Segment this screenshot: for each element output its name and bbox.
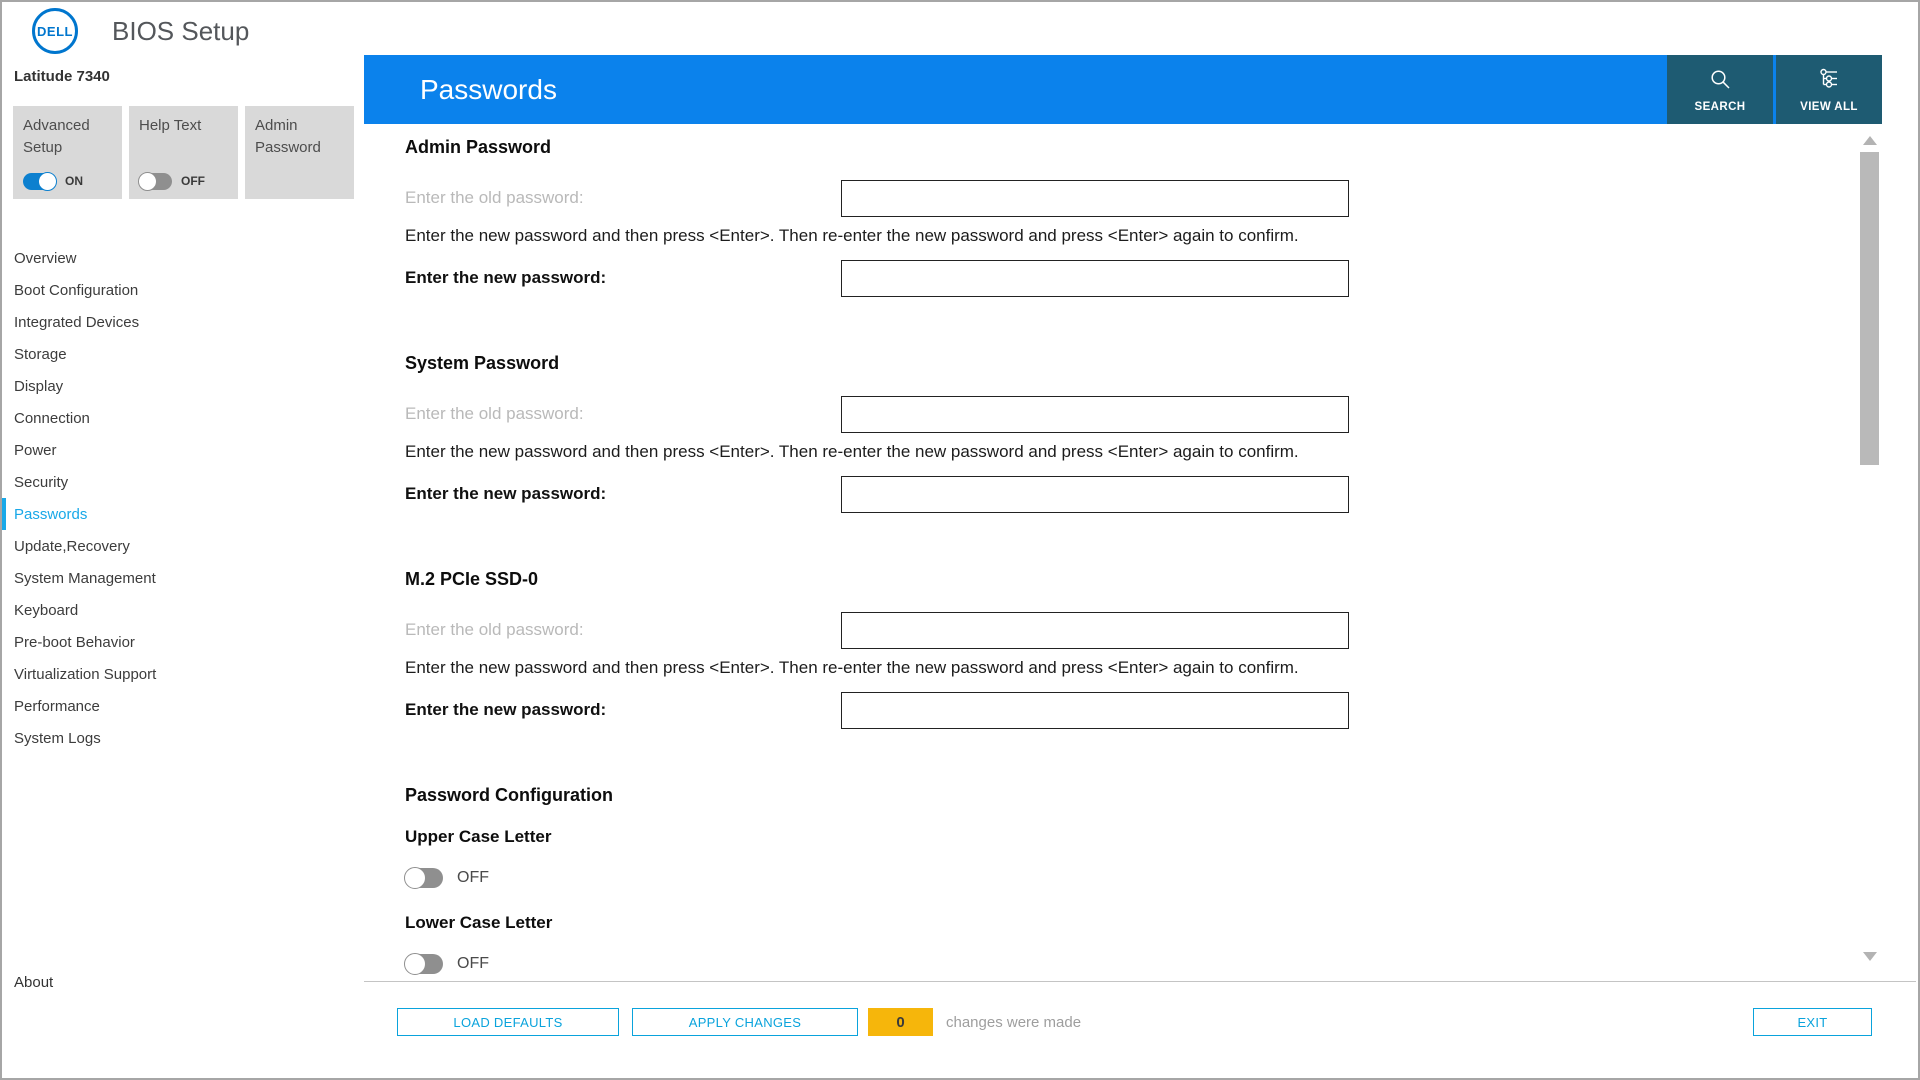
load-defaults-button[interactable]: LOAD DEFAULTS (397, 1008, 619, 1036)
sidebar-menu (2, 242, 362, 754)
sidebar-item-connection[interactable] (2, 402, 362, 434)
toggle-knob (404, 867, 426, 889)
sidebar-item-label: Security (14, 473, 69, 491)
scroll-down-arrow-icon[interactable] (1863, 952, 1877, 961)
action-bar-row (364, 1008, 1916, 1036)
sidebar-item-label: Boot Configuration (14, 281, 139, 299)
sidebar-item-label: Integrated Devices (14, 313, 140, 331)
page-title-text: Passwords (420, 73, 557, 105)
toggle-state-label: OFF (457, 955, 489, 972)
section-heading: M.2 PCIe SSD-0 (405, 569, 539, 589)
sidebar-item-label: Overview (14, 249, 77, 267)
brand-row (32, 6, 249, 56)
sidebar-item-power[interactable] (2, 434, 362, 466)
main-area (362, 2, 1918, 1078)
app-title: BIOS Setup (112, 15, 250, 46)
model-label: Latitude 7340 (14, 68, 110, 85)
about-link[interactable]: About (14, 974, 54, 991)
sidebar-item-display[interactable] (2, 370, 362, 402)
sidebar-item-security[interactable] (2, 466, 362, 498)
sidebar-item-boot-configuration[interactable] (2, 274, 362, 306)
old-password-label: Enter the old password: (405, 620, 584, 639)
sidebar-item-storage[interactable] (2, 338, 362, 370)
toggle-knob (38, 172, 57, 191)
lower-case-letter-label: Lower Case Letter (405, 913, 553, 932)
sidebar-item-system-management[interactable] (2, 562, 362, 594)
card-label: Admin Password (255, 117, 321, 156)
action-bar (364, 981, 1916, 1076)
sidebar-item-label: Passwords (14, 505, 88, 523)
old-password-row (405, 179, 1849, 217)
sidebar-item-keyboard[interactable] (2, 594, 362, 626)
card-help-text (129, 106, 238, 199)
page-title (364, 55, 1667, 124)
new-password-label: Enter the new password: (405, 700, 607, 719)
view-all-button-label: VIEW ALL (1800, 100, 1858, 113)
upper-case-letter-toggle[interactable] (405, 868, 443, 888)
section-heading: Password Configuration (405, 785, 614, 805)
advanced-setup-toggle[interactable] (23, 173, 56, 190)
sidebar-item-label: Power (14, 441, 57, 459)
admin-password-section (405, 137, 1849, 297)
m-2-pcie-ssd-0-section (405, 569, 1849, 729)
sidebar-item-label: Performance (14, 697, 100, 715)
card-toggle-row (139, 173, 205, 190)
sidebar-item-label: System Management (14, 569, 156, 587)
password-instruction: Enter the new password and then press <Enter>. Then re-enter the new password and press <Enter> again to confirm. (405, 226, 1299, 245)
m-2-pcie-ssd-0-new-password-input[interactable] (841, 692, 1349, 729)
sidebar-item-overview[interactable] (2, 242, 362, 274)
system-password-section (405, 353, 1849, 513)
sidebar-item-label: System Logs (14, 729, 101, 747)
new-password-label: Enter the new password: (405, 484, 607, 503)
view-all-tree-icon (1817, 67, 1841, 94)
password-instruction: Enter the new password and then press <Enter>. Then re-enter the new password and press <Enter> again to confirm. (405, 442, 1299, 461)
sidebar-item-virtualization-support[interactable] (2, 658, 362, 690)
sidebar-item-label: Pre-boot Behavior (14, 633, 135, 651)
new-password-row (405, 475, 1849, 513)
sidebar-item-label: Keyboard (14, 601, 79, 619)
toggle-knob (404, 953, 426, 975)
toggle-state-label: OFF (457, 869, 489, 886)
password-instruction: Enter the new password and then press <Enter>. Then re-enter the new password and press <Enter> again to confirm. (405, 658, 1299, 677)
changes-count-badge: 0 (868, 1008, 933, 1036)
section-heading: Admin Password (405, 137, 552, 157)
quick-settings-cards (13, 106, 354, 199)
sidebar-item-pre-boot-behavior[interactable] (2, 626, 362, 658)
card-advanced-setup (13, 106, 122, 199)
new-password-row (405, 259, 1849, 297)
sidebar (2, 2, 362, 1078)
system-password-old-password-input[interactable] (841, 396, 1349, 433)
admin-password-new-password-input[interactable] (841, 260, 1349, 297)
upper-case-letter-label: Upper Case Letter (405, 827, 552, 846)
sidebar-item-label: Virtualization Support (14, 665, 157, 683)
section-heading: System Password (405, 353, 560, 373)
password-configuration-items (405, 827, 1849, 974)
toggle-knob (138, 172, 157, 191)
lower-case-letter-toggle[interactable] (405, 954, 443, 974)
search-button-label: SEARCH (1694, 100, 1746, 113)
dell-logo-icon: DELL (32, 8, 78, 54)
sidebar-item-label: Connection (14, 409, 90, 427)
sidebar-item-label: Update,Recovery (14, 537, 130, 555)
passwords-content (364, 124, 1849, 981)
apply-changes-button[interactable]: APPLY CHANGES (632, 1008, 858, 1036)
vertical-scrollbar (1860, 124, 1879, 981)
search-icon (1708, 67, 1732, 94)
old-password-label: Enter the old password: (405, 188, 584, 207)
new-password-row (405, 691, 1849, 729)
old-password-label: Enter the old password: (405, 404, 584, 423)
sidebar-item-label: Storage (14, 345, 67, 363)
sidebar-item-label: Display (14, 377, 64, 395)
scroll-up-arrow-icon[interactable] (1863, 136, 1877, 145)
card-label: Advanced Setup (23, 117, 90, 156)
sidebar-item-system-logs[interactable] (2, 722, 362, 754)
sidebar-item-update-recovery[interactable] (2, 530, 362, 562)
lower-case-letter-toggle-row (405, 954, 1849, 974)
exit-button[interactable]: EXIT (1753, 1008, 1872, 1036)
changes-note: changes were made (946, 1013, 1082, 1031)
m-2-pcie-ssd-0-old-password-input[interactable] (841, 612, 1349, 649)
sidebar-item-passwords[interactable] (2, 498, 362, 530)
new-password-label: Enter the new password: (405, 268, 607, 287)
admin-password-old-password-input[interactable] (841, 180, 1349, 217)
toggle-state-label: ON (65, 173, 83, 188)
old-password-row (405, 395, 1849, 433)
system-password-new-password-input[interactable] (841, 476, 1349, 513)
view-all-button[interactable] (1776, 55, 1882, 124)
password-sections (405, 137, 1849, 729)
toggle-state-label: OFF (181, 173, 205, 188)
upper-case-letter-toggle-row (405, 868, 1849, 888)
old-password-row (405, 611, 1849, 649)
search-button[interactable] (1667, 55, 1773, 124)
password-configuration-section (405, 785, 1849, 974)
sidebar-item-performance[interactable] (2, 690, 362, 722)
card-admin-password (245, 106, 354, 199)
page-header (364, 55, 1882, 124)
card-toggle-row (23, 173, 83, 190)
card-label: Help Text (139, 117, 202, 134)
help-text-toggle[interactable] (139, 173, 172, 190)
sidebar-item-integrated-devices[interactable] (2, 306, 362, 338)
scrollbar-thumb[interactable] (1860, 152, 1879, 465)
